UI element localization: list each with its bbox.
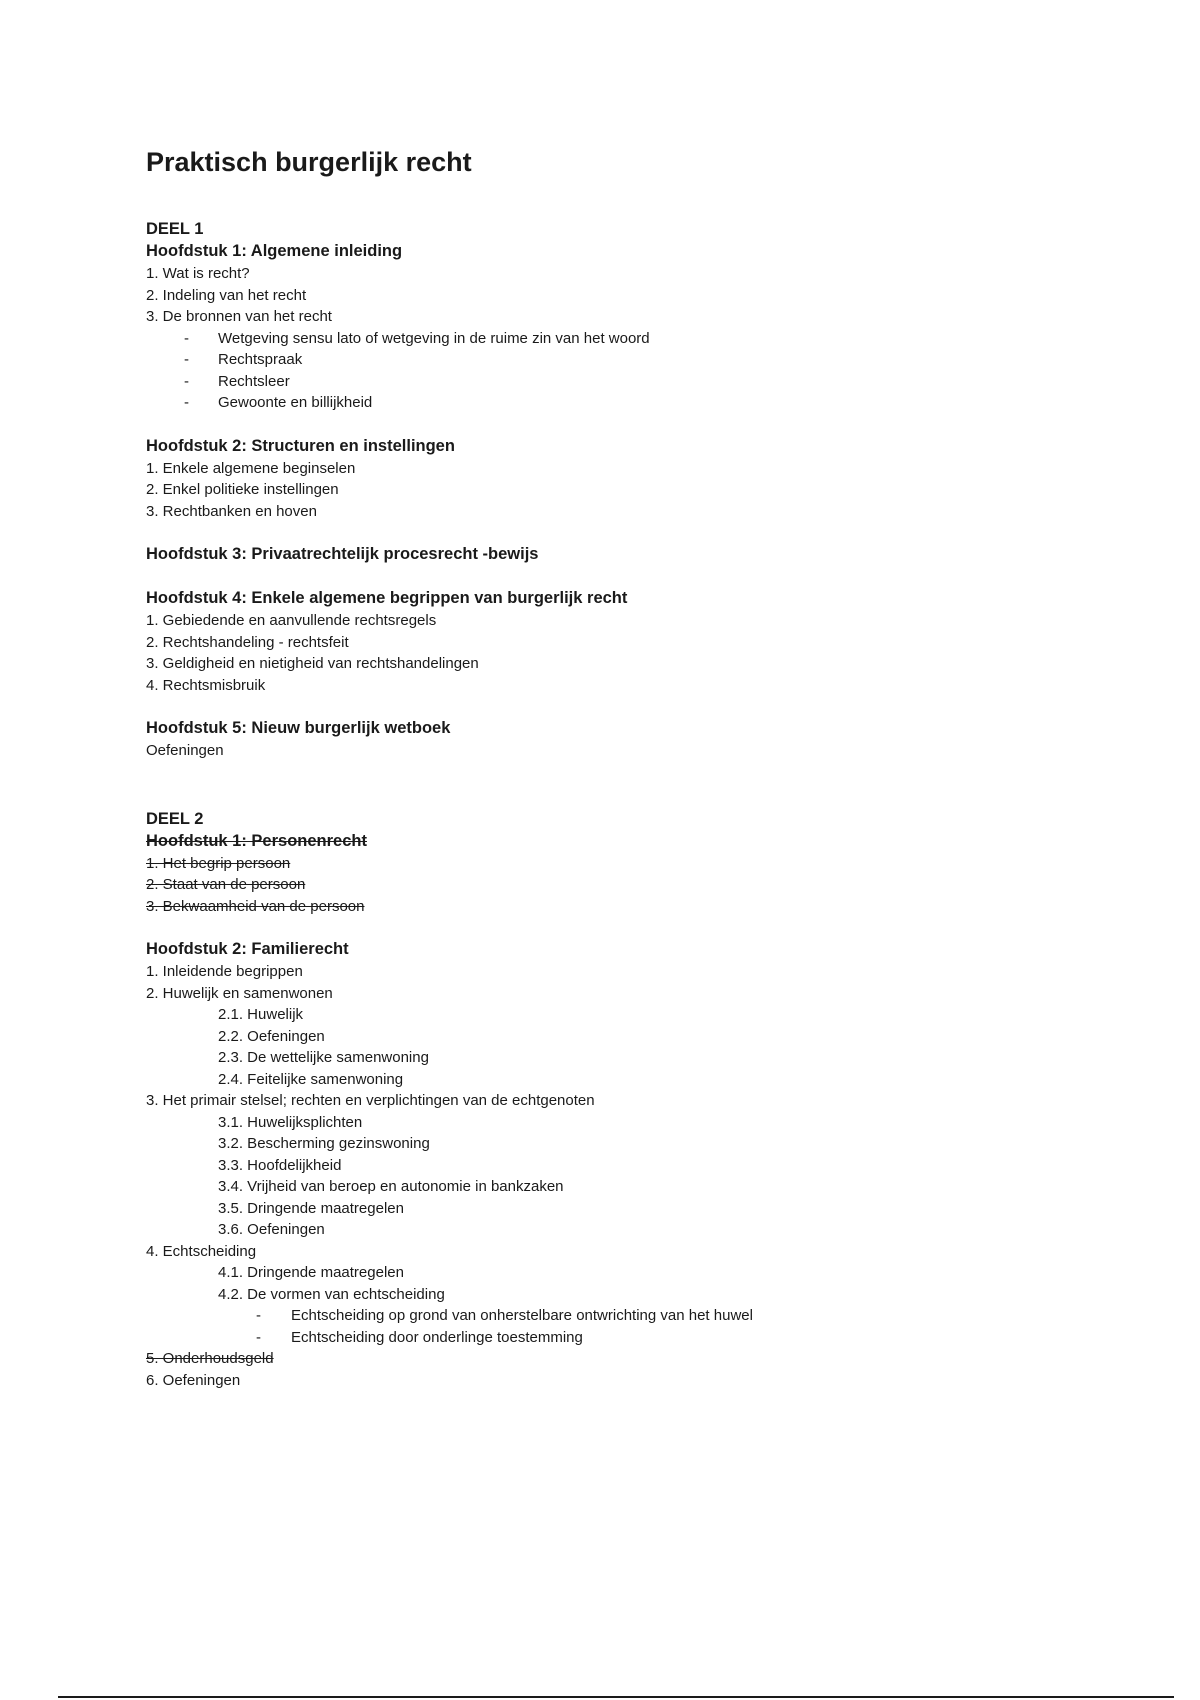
list-item: 2. Staat van de persoon: [146, 876, 306, 893]
bullet-item: - Rechtspraak: [146, 349, 1126, 371]
chapter-title: Hoofdstuk 1: Algemene inleiding: [146, 242, 403, 260]
bullet-item: - Gewoonte en billijkheid: [146, 392, 1126, 414]
list-item: 3. De bronnen van het recht: [146, 308, 332, 325]
deel-2-label: DEEL 2: [146, 809, 204, 828]
list-item: 1. Inleidende begrippen: [146, 963, 303, 980]
list-item: 4.2. De vormen van echtscheiding: [218, 1285, 445, 1303]
list-item: 2. Huwelijk en samenwonen: [146, 984, 333, 1002]
list-item: 3.6. Oefeningen: [218, 1221, 325, 1238]
list-item: 4. Echtscheiding: [146, 1242, 257, 1260]
list-item: 3.2. Bescherming gezinswoning: [218, 1135, 430, 1152]
bullet-item: - Echtscheiding op grond van onherstelbare ontwrichting van het huwel: [146, 1305, 1126, 1327]
list-item: 3.4. Vrijheid van beroep en autonomie in bankzaken: [218, 1178, 564, 1195]
bullet-item: - Wetgeving sensu lato of wetgeving in de ruime zin van het woord: [146, 328, 1126, 350]
list-item: 3. Geldigheid en nietigheid van rechtshandelingen: [146, 655, 479, 672]
list-item: 6. Oefeningen: [146, 1371, 241, 1389]
page-title: Praktisch burgerlijk recht: [146, 147, 472, 177]
list-item: 2. Enkel politieke instellingen: [146, 481, 339, 498]
deel-1-label: DEEL 1: [146, 220, 204, 238]
list-item: 5. Onderhoudsgeld: [146, 1350, 274, 1367]
page-bottom-rule: [58, 1696, 1174, 1698]
document-page: [146, 140, 1126, 1391]
list-item: 3. Bekwaamheid van de persoon: [146, 897, 365, 915]
list-item: 4. Rechtsmisbruik: [146, 676, 266, 694]
list-item: 3. Het primair stelsel; rechten en verplichtingen van de echtgenoten: [146, 1092, 595, 1109]
chapter-title: Hoofdstuk 1: Personenrecht: [146, 831, 367, 850]
chapter-title: Hoofdstuk 4: Enkele algemene begrippen van burgerlijk recht: [146, 589, 628, 607]
bullet-item: - Echtscheiding door onderlinge toestemming: [146, 1327, 1126, 1349]
chapter-title: Hoofdstuk 2: Structuren en instellingen: [146, 436, 455, 455]
chapter-title: Hoofdstuk 2: Familierecht: [146, 940, 349, 958]
chapter-title: Hoofdstuk 5: Nieuw burgerlijk wetboek: [146, 719, 451, 737]
list-item: 3.3. Hoofdelijkheid: [218, 1156, 342, 1174]
list-item: 2.1. Huwelijk: [218, 1006, 304, 1023]
list-item: 3. Rechtbanken en hoven: [146, 502, 317, 520]
list-item: Oefeningen: [146, 742, 224, 759]
list-item: 2. Rechtshandeling - rechtsfeit: [146, 633, 349, 651]
list-item: 1. Gebiedende en aanvullende rechtsregels: [146, 612, 437, 629]
list-item: 2.2. Oefeningen: [218, 1027, 325, 1045]
bullet-item: - Rechtsleer: [146, 371, 1126, 393]
list-item: 3.1. Huwelijksplichten: [218, 1113, 363, 1131]
list-item: 1. Het begrip persoon: [146, 854, 291, 872]
list-item: 2.4. Feitelijke samenwoning: [218, 1070, 404, 1088]
list-item: 3.5. Dringende maatregelen: [218, 1199, 404, 1217]
list-item: 2. Indeling van het recht: [146, 286, 307, 304]
list-item: 2.3. De wettelijke samenwoning: [218, 1049, 429, 1066]
list-item: 1. Wat is recht?: [146, 265, 250, 282]
list-item: 4.1. Dringende maatregelen: [218, 1264, 404, 1281]
chapter-title: Hoofdstuk 3: Privaatrechtelijk procesrecht -bewijs: [146, 545, 539, 563]
list-item: 1. Enkele algemene beginselen: [146, 459, 356, 477]
